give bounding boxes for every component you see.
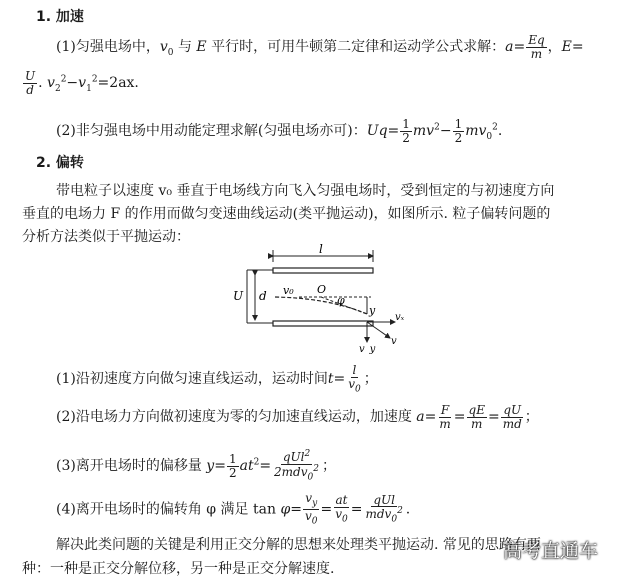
label-l: l xyxy=(319,242,323,256)
section2-item4: (4)离开电场时的偏转角 φ 满足 tan φ= $\frac{v_y}{v_0}$ = $\frac{at}{v_0}$ = $\frac{\text{qUl}}{mdv_0^2}$ . xyxy=(56,491,411,527)
v-arrow xyxy=(367,322,390,338)
deflection-diagram xyxy=(225,242,425,354)
label-vx: vₓ xyxy=(395,312,405,323)
top-plate xyxy=(273,268,373,273)
section1-item1-line1: (1)匀强电场中，$v_0$ 与 E 平行时，可用牛顿第二定律和运动学公式求解：a= $\frac{Eq}{m}$ ，E= xyxy=(56,33,584,61)
section2-item2: (2)沿电场力方向做初速度为零的匀加速直线运动，加速度 a= $\frac{F}{m}$ = $\frac{qE}{m}$ = $\frac{qU}{md}$ ； xyxy=(56,403,539,431)
label-v0: v₀ xyxy=(283,284,294,297)
section1-heading: 1. 加速 xyxy=(36,9,84,25)
label-v: v xyxy=(391,336,397,347)
label-d: d xyxy=(259,289,267,303)
conclusion-line2: 种：一种是正交分解位移，另一种是正交分解速度. xyxy=(22,561,335,577)
label-O: O xyxy=(317,283,327,296)
section1-item1-line2: $\frac{U}{d}$ . $v_2^2-v_1^2=2ax$. xyxy=(25,69,139,97)
section2-para-line2: 垂直的电场力 F 的作用而做匀变速曲线运动(类平抛运动)，如图所示. 粒子偏转问题的 xyxy=(22,206,551,222)
label-U: U xyxy=(233,289,244,303)
trajectory-curve xyxy=(275,297,367,314)
label-y: y xyxy=(369,304,376,317)
fraction-u-over-d: $\frac{U}{d}$ xyxy=(25,69,36,97)
label-phi: φ xyxy=(337,294,345,307)
section2-para-line3: 分析方法类似于平抛运动： xyxy=(22,229,190,245)
fraction-eq-over-m: $\frac{Eq}{m}$ xyxy=(528,33,545,61)
section2-item1: (1)沿初速度方向做匀速直线运动，运动时间t= $\frac{l}{v_0}$ ； xyxy=(56,363,378,394)
section1-item2: (2)非匀强电场中用动能定理求解(匀强电场亦可)：Uq= $\frac{1}{2}$ $mv^2-$ $\frac{1}{2}$ $mv_0^2$. xyxy=(56,117,503,145)
bottom-plate xyxy=(273,321,373,326)
label-vy: v_y xyxy=(359,344,376,354)
watermark: 高考直通车 xyxy=(503,540,599,562)
section2-para-line1: 带电粒子以速度 v₀ 垂直于电场线方向飞入匀强电场时，受到恒定的与初速度方向 xyxy=(56,183,555,199)
section2-heading: 2. 偏转 xyxy=(36,155,84,171)
conclusion-line1: 解决此类问题的关键是利用正交分解的思想来处理类平抛运动. 常见的思路有两 xyxy=(56,537,541,553)
section2-item3: (3)离开电场时的偏移量 y= $\frac{1}{2}$ $at^2=$ $\frac{qUl^2}{2mdv_0^2}$ ； xyxy=(56,449,336,482)
